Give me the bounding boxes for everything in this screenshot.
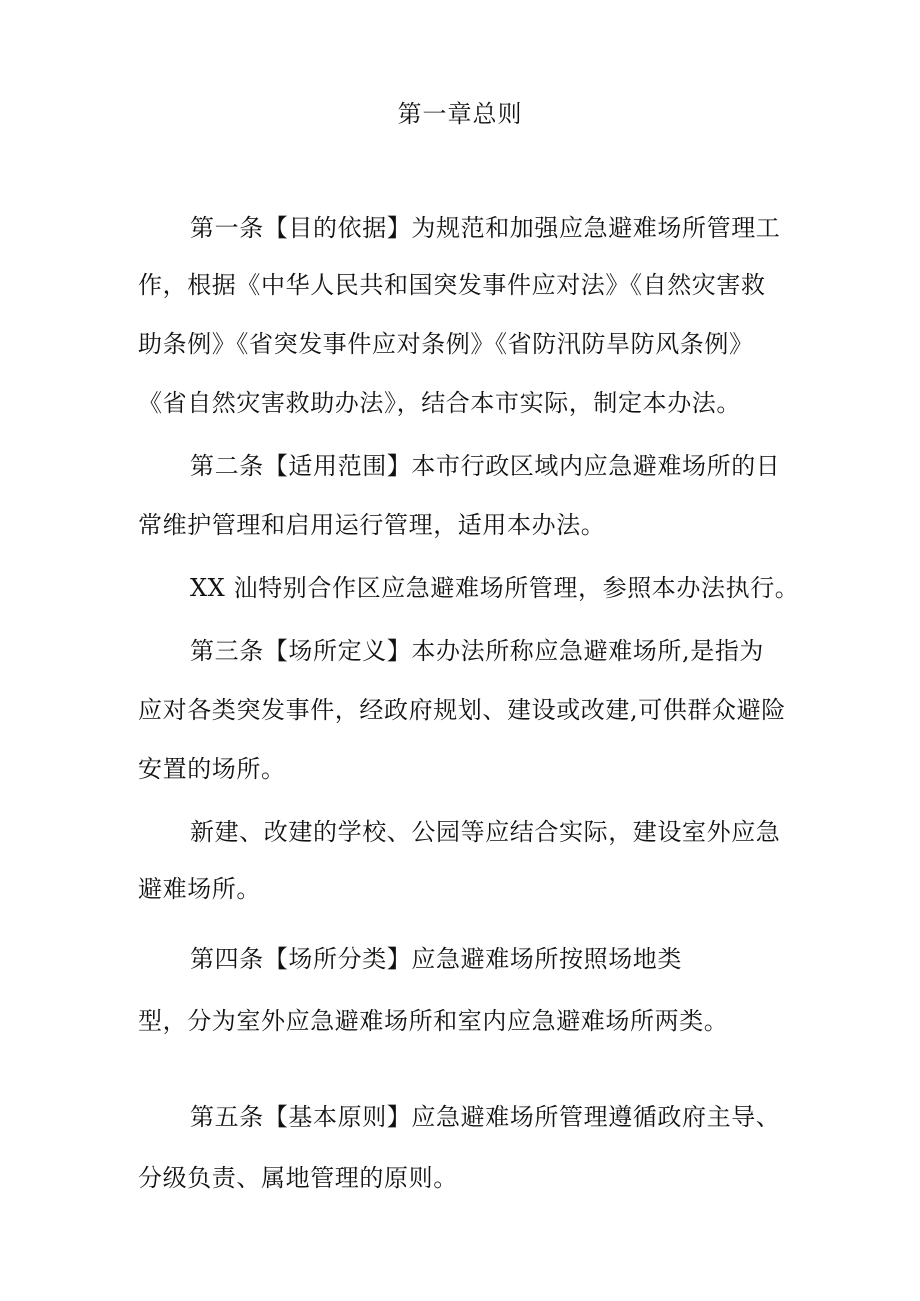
article-3-line-3: 安置的场所。 [138, 755, 286, 783]
article-2-note: XX 汕特别合作区应急避难场所管理，参照本办法执行。 [190, 574, 800, 602]
article-2-line-1: 第二条【适用范围】本市行政区域内应急避难场所的日 [190, 452, 781, 480]
article-3-note-line-1: 新建、改建的学校、公园等应结合实际，建设室外应急 [190, 818, 781, 846]
article-1-line-2: 作，根据《中华人民共和国突发事件应对法》《自然灾害救 [138, 271, 766, 299]
article-1-line-4: 《省自然灾害救助办法》，结合本市实际，制定本办法。 [138, 389, 741, 417]
article-3-line-2: 应对各类突发事件，经政府规划、建设或改建,可供群众避险 [138, 696, 786, 724]
article-5-line-2: 分级负责、属地管理的原则。 [138, 1164, 458, 1192]
article-3-note-line-2: 避难场所。 [138, 875, 261, 903]
article-1-line-3: 助条例》《省突发事件应对条例》《省防汛防旱防风条例》 [138, 330, 754, 358]
article-1-line-1: 第一条【目的依据】为规范和加强应急避难场所管理工 [190, 214, 781, 242]
chapter-title: 第一章总则 [397, 100, 523, 128]
article-4-line-2: 型，分为室外应急避难场所和室内应急避难场所两类。 [138, 1007, 729, 1035]
article-2-line-2: 常维护管理和启用运行管理，适用本办法。 [138, 511, 606, 539]
article-5-line-1: 第五条【基本原则】应急避难场所管理遵循政府主导、 [190, 1103, 781, 1131]
article-3-line-1: 第三条【场所定义】本办法所称应急避难场所,是指为 [190, 637, 765, 665]
article-4-line-1: 第四条【场所分类】应急避难场所按照场地类 [190, 945, 682, 973]
